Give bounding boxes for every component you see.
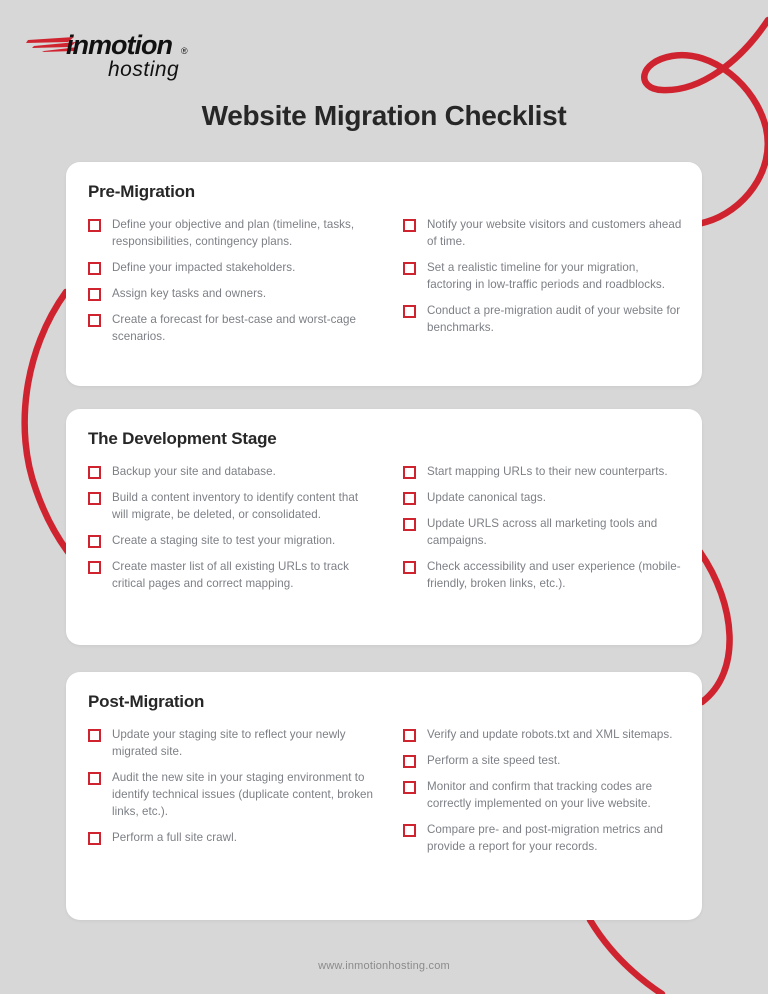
checklist-item-label: Perform a full site crawl. — [112, 831, 237, 845]
checklist-item[interactable] — [403, 778, 684, 812]
checklist-item-label: Audit the new site in your staging environment to identify technical issues (duplicate content, broken links, etc.). — [112, 771, 374, 819]
checkbox-icon[interactable] — [88, 729, 101, 742]
section-column-right — [384, 463, 702, 601]
checkbox-icon[interactable] — [403, 781, 416, 794]
checklist-item-label: Define your impacted stakeholders. — [112, 261, 296, 275]
section-title: Post-Migration — [88, 692, 205, 711]
section-columns — [66, 726, 702, 864]
checkbox-icon[interactable] — [403, 518, 416, 531]
section-column-left — [66, 726, 384, 864]
checkbox-icon[interactable] — [403, 729, 416, 742]
checklist-item[interactable] — [403, 558, 684, 592]
checklist-item[interactable] — [88, 311, 374, 345]
checkbox-icon[interactable] — [88, 832, 101, 845]
checklist-item[interactable] — [403, 216, 684, 250]
section-columns — [66, 463, 702, 601]
section-card-development-stage — [66, 409, 702, 645]
checkbox-icon[interactable] — [88, 561, 101, 574]
checklist-item[interactable] — [403, 302, 684, 336]
checkbox-icon[interactable] — [403, 466, 416, 479]
checklist-item[interactable] — [88, 259, 374, 276]
checklist-item-label: Update URLS across all marketing tools and campaigns. — [427, 517, 658, 548]
checkbox-icon[interactable] — [88, 535, 101, 548]
footer-url[interactable]: www.inmotionhosting.com — [318, 960, 450, 972]
checklist-item-label: Build a content inventory to identify content that will migrate, be deleted, or consolidated. — [112, 491, 359, 522]
section-columns — [66, 216, 702, 354]
section-title: The Development Stage — [88, 429, 277, 448]
checkbox-icon[interactable] — [88, 314, 101, 327]
checklist-item[interactable] — [88, 489, 374, 523]
svg-text:hosting: hosting — [108, 58, 180, 81]
checklist-item-label: Compare pre- and post-migration metrics and provide a report for your records. — [427, 823, 664, 854]
checklist-item[interactable] — [403, 515, 684, 549]
checkbox-icon[interactable] — [403, 561, 416, 574]
checklist-item[interactable] — [403, 259, 684, 293]
checklist-item-label: Start mapping URLs to their new counterparts. — [427, 465, 668, 478]
checkbox-icon[interactable] — [403, 492, 416, 505]
checkbox-icon[interactable] — [88, 288, 101, 301]
checklist-item-label: Assign key tasks and owners. — [112, 287, 267, 301]
checklist-item-label: Notify your website visitors and customers ahead of time. — [427, 218, 682, 249]
section-column-left — [66, 216, 384, 354]
checklist-item-label: Set a realistic timeline for your migration, factoring in low-traffic periods and roadblocks. — [427, 261, 666, 292]
section-card-post-migration — [66, 672, 702, 920]
checklist-item-label: Create master list of all existing URLs to track critical pages and correct mapping. — [112, 560, 349, 591]
checklist-item-label: Perform a site speed test. — [427, 754, 561, 768]
checklist-item-label: Create a forecast for best-case and worst-cage scenarios. — [112, 313, 356, 344]
checklist-item[interactable] — [88, 285, 374, 302]
checklist-item[interactable] — [88, 558, 374, 592]
checklist-item[interactable] — [403, 821, 684, 855]
checklist-item-label: Update canonical tags. — [427, 491, 547, 505]
section-card-pre-migration — [66, 162, 702, 386]
svg-text:inmotion: inmotion — [66, 30, 172, 60]
checklist-item[interactable] — [88, 463, 374, 480]
section-column-right — [384, 216, 702, 354]
checkbox-icon[interactable] — [403, 219, 416, 232]
section-column-left — [66, 463, 384, 601]
checkbox-icon[interactable] — [88, 219, 101, 232]
checkbox-icon[interactable] — [88, 492, 101, 505]
checklist-item[interactable] — [88, 769, 374, 820]
checkbox-icon[interactable] — [403, 824, 416, 837]
checklist-item[interactable] — [403, 752, 684, 769]
checklist-item-label: Conduct a pre-migration audit of your website for benchmarks. — [427, 304, 681, 335]
checklist-item[interactable] — [88, 829, 374, 846]
checklist-item-label: Monitor and confirm that tracking codes are correctly implemented on your live website. — [427, 780, 653, 811]
checklist-item-label: Backup your site and database. — [112, 465, 276, 478]
page-title: Website Migration Checklist — [201, 100, 567, 131]
checkbox-icon[interactable] — [88, 262, 101, 275]
checkbox-icon[interactable] — [88, 466, 101, 479]
checklist-item-label: Create a staging site to test your migration. — [112, 534, 336, 548]
inmotion-hosting-logo — [24, 26, 214, 82]
checklist-item[interactable] — [88, 216, 374, 250]
checklist-item-label: Verify and update robots.txt and XML sitemaps. — [427, 728, 673, 741]
checklist-item[interactable] — [403, 463, 684, 480]
section-title: Pre-Migration — [88, 182, 195, 201]
checklist-item[interactable] — [403, 726, 684, 743]
checklist-item[interactable] — [403, 489, 684, 506]
checkbox-icon[interactable] — [403, 262, 416, 275]
checkbox-icon[interactable] — [403, 755, 416, 768]
checkbox-icon[interactable] — [403, 305, 416, 318]
svg-text:®: ® — [181, 46, 188, 56]
checklist-item-label: Define your objective and plan (timeline, tasks, responsibilities, contingency plans. — [112, 218, 355, 249]
checklist-item-label: Update your staging site to reflect your newly migrated site. — [112, 728, 346, 759]
checklist-item[interactable] — [88, 532, 374, 549]
checklist-item[interactable] — [88, 726, 374, 760]
checkbox-icon[interactable] — [88, 772, 101, 785]
section-column-right — [384, 726, 702, 864]
checklist-item-label: Check accessibility and user experience (mobile-friendly, broken links, etc.). — [427, 560, 681, 591]
